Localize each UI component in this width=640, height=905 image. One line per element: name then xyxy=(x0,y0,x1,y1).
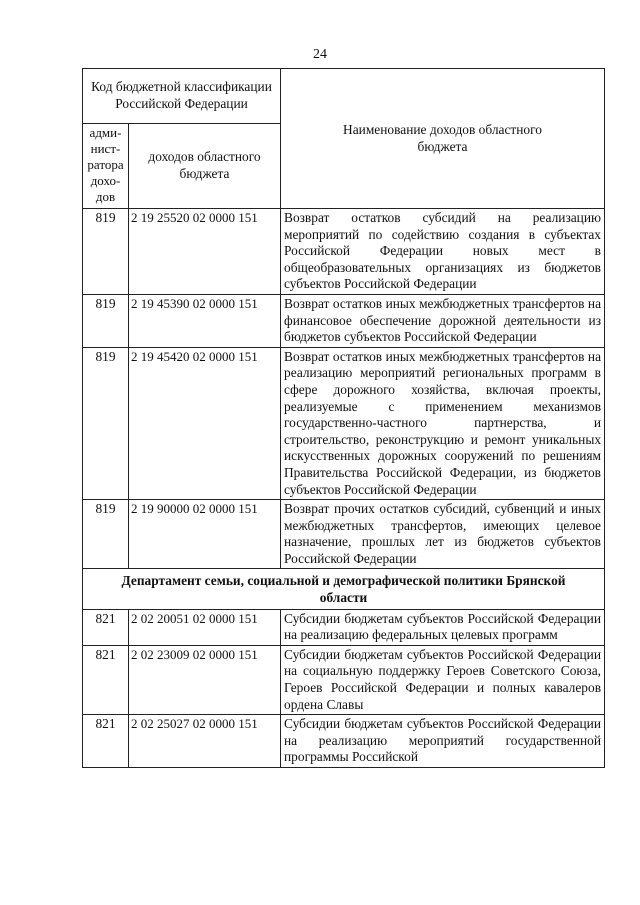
income-name: Возврат остатков иных межбюджетных трансфертов на финансовое обеспечение дорожной деятельности из бюджетов субъектов Российской Федерации xyxy=(281,294,605,347)
income-name: Возврат остатков иных межбюджетных трансфертов на реализацию мероприятий региональных программ в сфере дорожного хозяйства, включая проекты, реализуемые с применением механизмов государственно-частного партнерства, и строительство, реконструкцию и ремонт уникальных искусственных дорожных сооружений по решениям Правительства Российской Федерации, из бюджетов субъектов Российской Федерации xyxy=(281,347,605,499)
table-row xyxy=(83,715,605,768)
income-name: Возврат остатков субсидий на реализацию мероприятий по содействию создания в субъектах Российской Федерации новых мест в общеобразовательных организациях из бюджетов субъектов Российской Федерации xyxy=(281,209,605,295)
table-row xyxy=(83,645,605,714)
income-code: 2 19 45390 02 0000 151 xyxy=(129,294,281,347)
department-row xyxy=(83,569,605,609)
administrator-column-header: адми-нист-ратора дохо-дов xyxy=(83,124,129,209)
income-name: Возврат прочих остатков субсидий, субвенций и иных межбюджетных трансфертов, имеющих целевое назначение, прошлых лет из бюджетов субъектов Российской Федерации xyxy=(281,500,605,569)
income-code: 2 19 45420 02 0000 151 xyxy=(129,347,281,499)
administrator-code: 819 xyxy=(83,347,129,499)
table-row xyxy=(83,500,605,569)
budget-classification-table xyxy=(82,68,605,768)
administrator-code: 821 xyxy=(83,715,129,768)
page-number: 24 xyxy=(313,47,327,62)
administrator-code: 821 xyxy=(83,609,129,645)
income-code: 2 19 90000 02 0000 151 xyxy=(129,500,281,569)
table-row xyxy=(83,209,605,295)
income-code-column-header: доходов областного бюджета xyxy=(129,124,281,209)
income-name-header: Наименование доходов областного бюджета xyxy=(281,69,605,209)
classification-group-header: Код бюджетной классификации Российской Федерации xyxy=(83,69,281,124)
income-code: 2 19 25520 02 0000 151 xyxy=(129,209,281,295)
income-name: Субсидии бюджетам субъектов Российской Федерации на реализацию федеральных целевых программ xyxy=(281,609,605,645)
administrator-code: 819 xyxy=(83,500,129,569)
table-header-row xyxy=(83,69,605,124)
income-name: Субсидии бюджетам субъектов Российской Федерации на реализацию мероприятий государственной программы Российской xyxy=(281,715,605,768)
administrator-code: 821 xyxy=(83,645,129,714)
income-name: Субсидии бюджетам субъектов Российской Федерации на социальную поддержку Героев Советского Союза, Героев Российской Федерации и полных кавалеров ордена Славы xyxy=(281,645,605,714)
table-row xyxy=(83,347,605,499)
table-row xyxy=(83,294,605,347)
income-code: 2 02 20051 02 0000 151 xyxy=(129,609,281,645)
department-name: Департамент семьи, социальной и демографической политики Брянской области xyxy=(83,569,605,609)
income-code: 2 02 25027 02 0000 151 xyxy=(129,715,281,768)
administrator-code: 819 xyxy=(83,209,129,295)
table-row xyxy=(83,609,605,645)
administrator-code: 819 xyxy=(83,294,129,347)
income-code: 2 02 23009 02 0000 151 xyxy=(129,645,281,714)
